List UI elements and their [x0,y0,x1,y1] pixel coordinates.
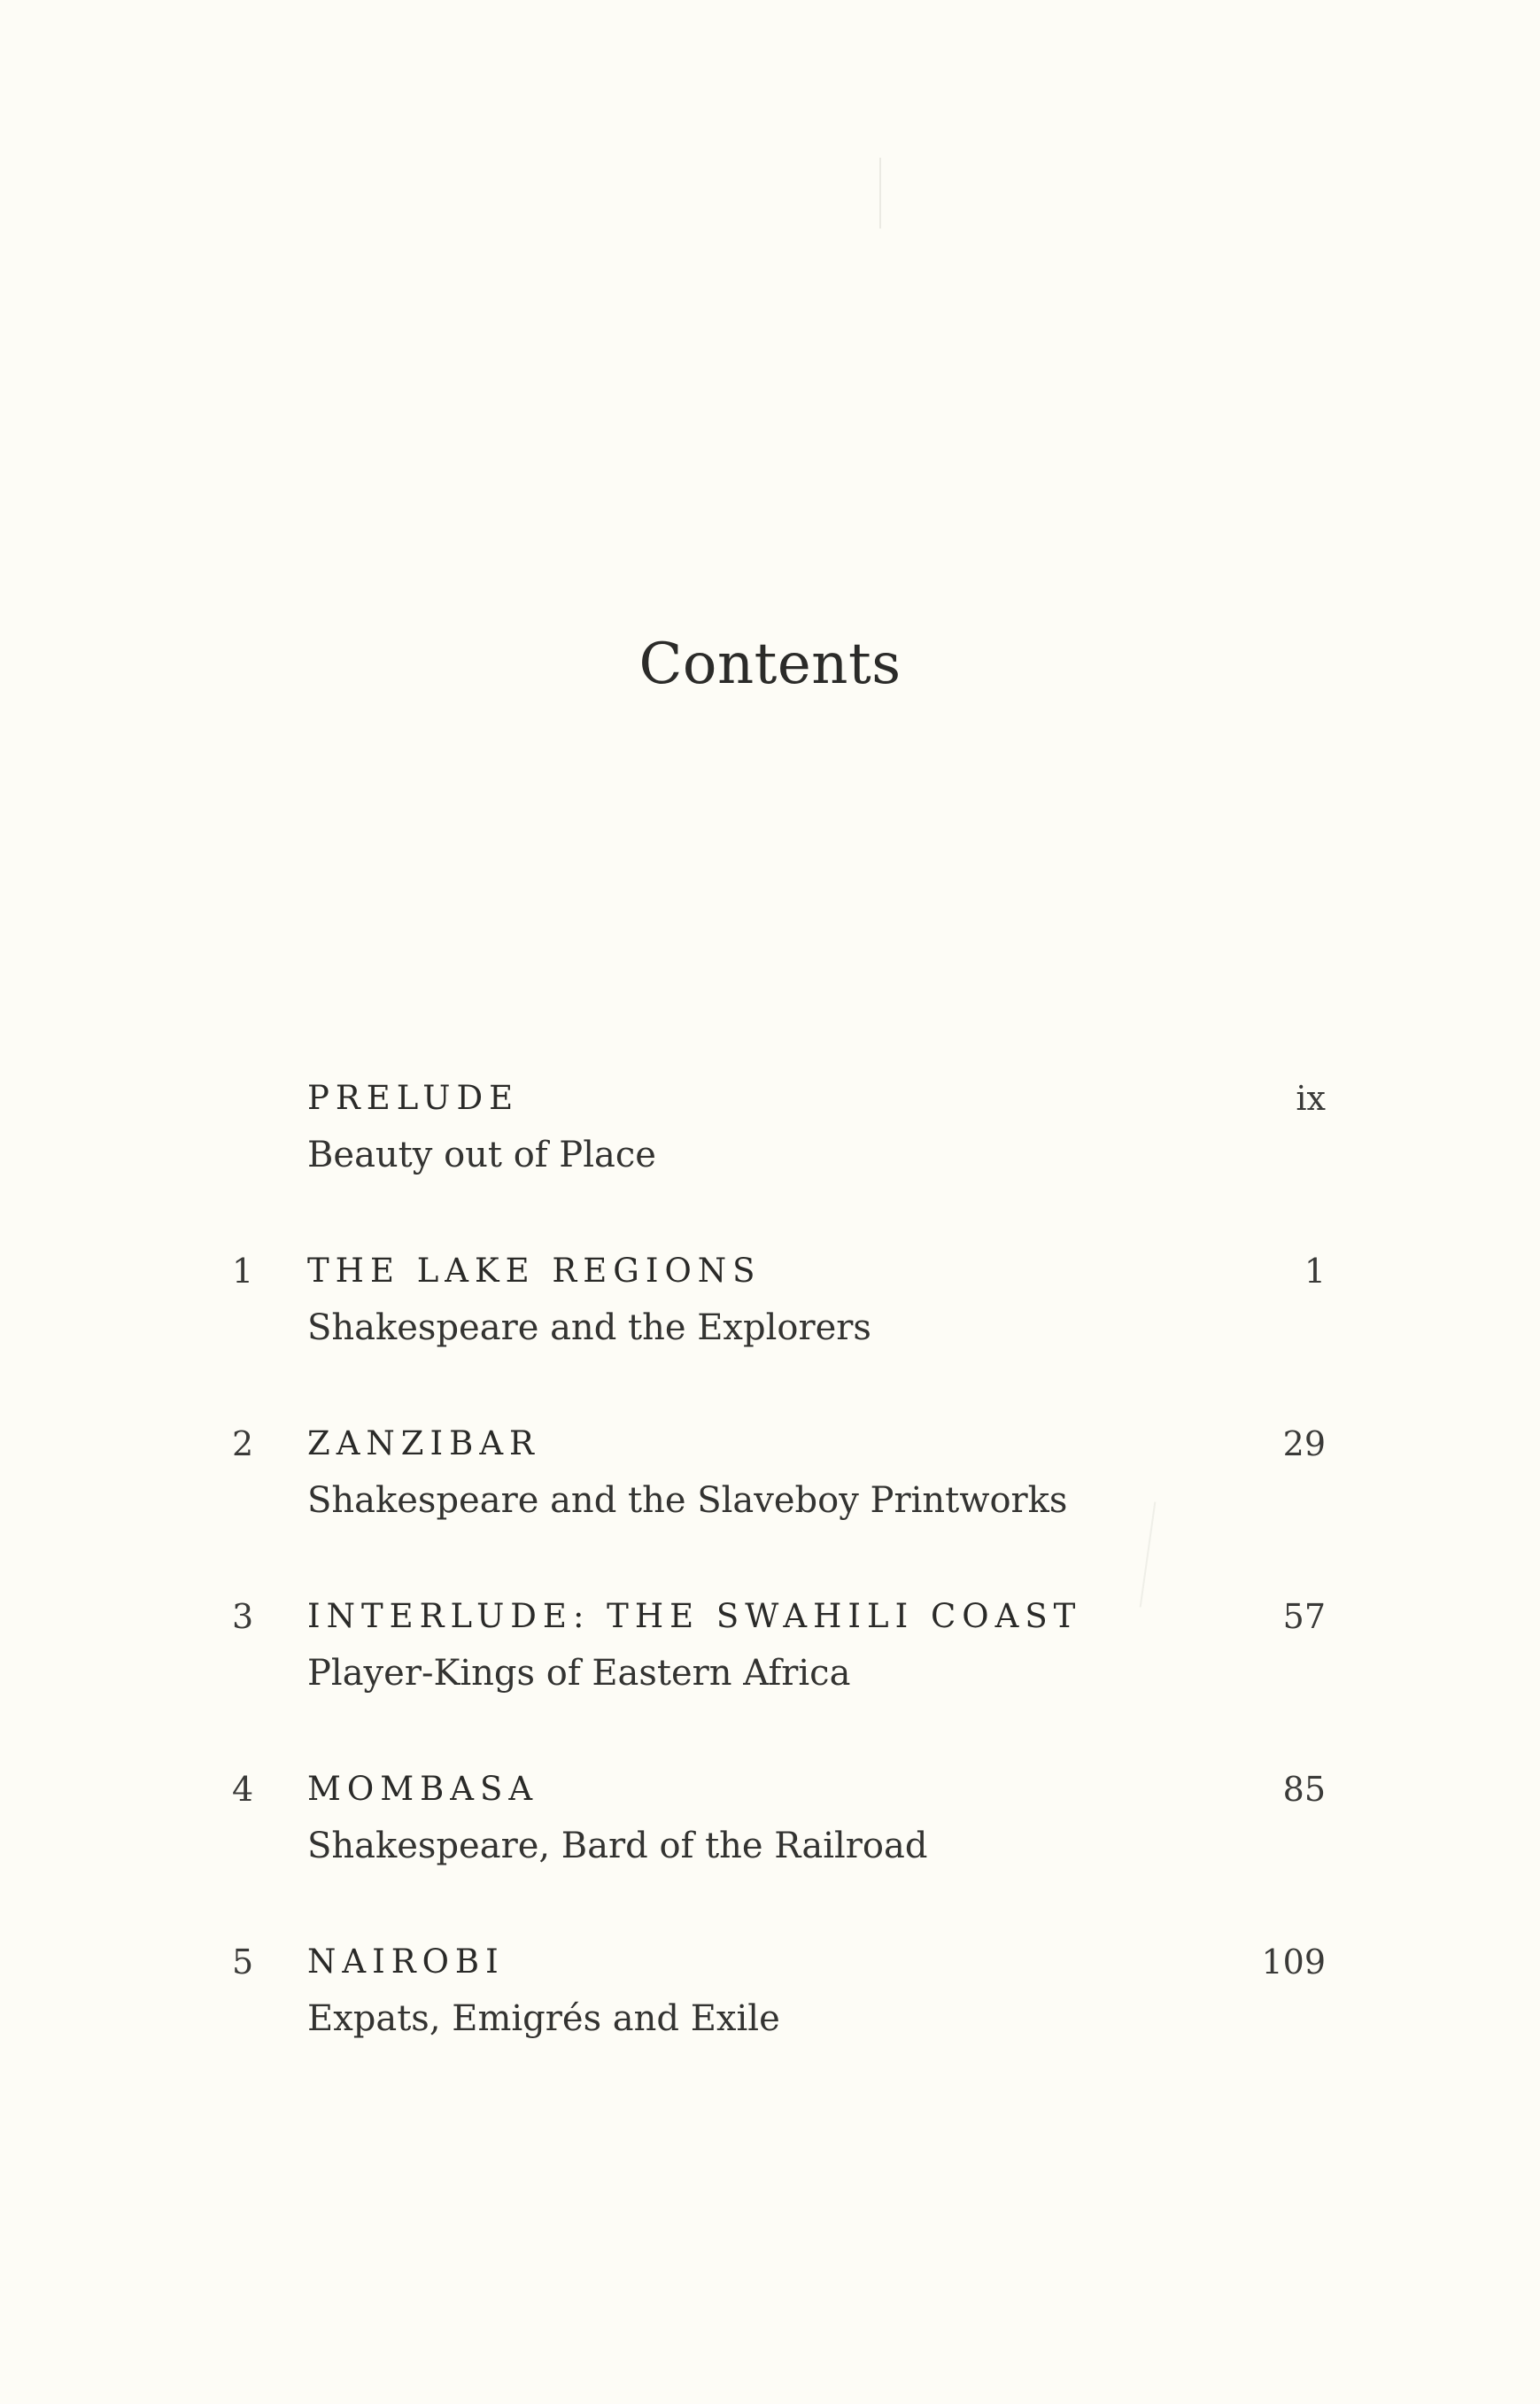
chapter-heading: THE LAKE REGIONS [307,1252,762,1290]
page-title: Contents [638,631,902,697]
chapter-number: 5 [232,1943,254,1981]
toc-entry-lake-regions[interactable] [0,1249,1540,1373]
chapter-heading: MOMBASA [307,1770,539,1808]
chapter-subtitle: Shakespeare and the Slaveboy Printworks [307,1480,1068,1521]
chapter-heading: INTERLUDE: THE SWAHILI COAST [307,1597,1082,1635]
chapter-number: 2 [232,1424,254,1463]
toc-entry-mombasa[interactable] [0,1767,1540,1891]
toc-entry-interlude[interactable] [0,1594,1540,1718]
scan-mark [879,158,881,229]
chapter-subtitle: Expats, Emigrés and Exile [307,1998,780,2039]
toc-entry-nairobi[interactable] [0,1940,1540,2064]
page-number: 109 [1261,1943,1326,1981]
toc-entry-prelude[interactable] [0,1076,1540,1200]
toc-entry-zanzibar[interactable] [0,1422,1540,1546]
chapter-subtitle: Shakespeare and the Explorers [307,1307,871,1348]
chapter-subtitle: Beauty out of Place [307,1135,656,1175]
page-number: 1 [1304,1252,1326,1291]
page-number: ix [1296,1079,1326,1118]
page-number: 57 [1282,1597,1326,1636]
chapter-heading: PRELUDE [307,1079,520,1117]
chapter-heading: ZANZIBAR [307,1424,540,1462]
chapter-subtitle: Shakespeare, Bard of the Railroad [307,1826,928,1866]
chapter-number: 4 [232,1770,254,1809]
page-number: 29 [1282,1424,1326,1463]
chapter-number: 3 [232,1597,254,1636]
page-number: 85 [1282,1770,1326,1809]
chapter-subtitle: Player-Kings of Eastern Africa [307,1653,851,1694]
chapter-number: 1 [232,1252,254,1291]
chapter-heading: NAIROBI [307,1943,505,1981]
